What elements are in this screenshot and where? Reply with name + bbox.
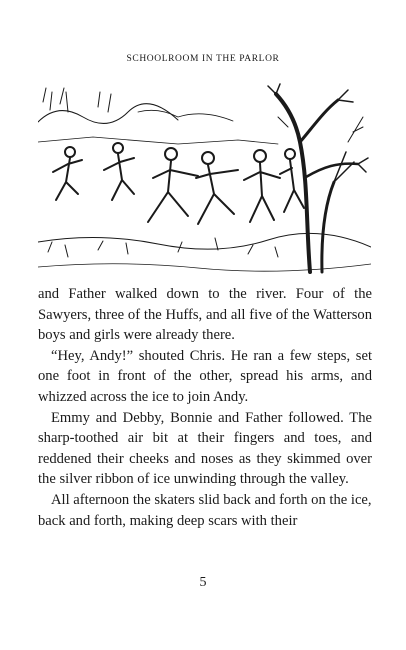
- body-text: [38, 284, 372, 531]
- ink-sketch-children-ice-skating-icon: [38, 84, 371, 272]
- running-head: SCHOOLROOM IN THE PARLOR: [126, 54, 280, 64]
- paragraph: and Father walked down to the river. Four of the Sawyers, three of the Huffs, and all five of the Watterson boys and girls were already there.: [38, 286, 372, 344]
- paragraph: “Hey, Andy!” shouted Chris. He ran a few steps, set one foot in front of the other, spread his arms, and whizzed across the ice to join Andy.: [38, 347, 372, 405]
- paragraph: Emmy and Debby, Bonnie and Father followed. The sharp-toothed air bit at their fingers and toes, and reddened their cheeks and noses as they skimmed over the silver ribbon of ice unwinding through the valley.: [38, 409, 372, 488]
- page-number: 5: [199, 575, 207, 590]
- paragraph: All afternoon the skaters slid back and forth on the ice, back and forth, making deep scars with their: [38, 491, 372, 529]
- skating-illustration: [38, 82, 371, 282]
